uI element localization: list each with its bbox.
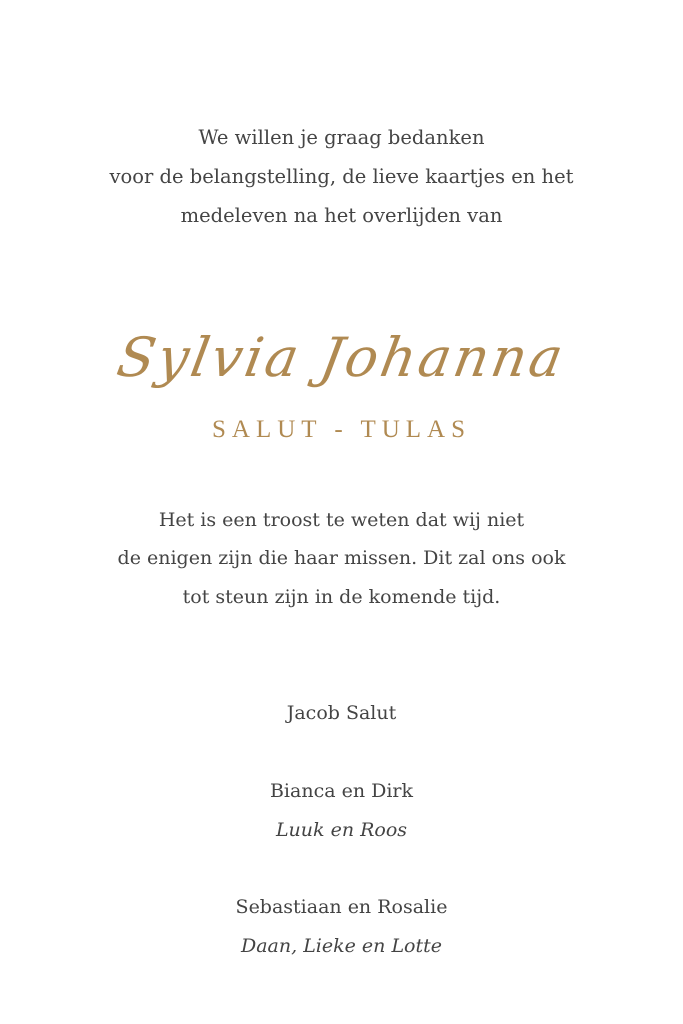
intro-line-3: medeleven na het overlijden van: [180, 204, 503, 227]
message-line-1: Het is een troost te weten dat wij niet: [158, 509, 525, 531]
intro-line-2: voor de belangstelling, de lieve kaartjes en het: [109, 165, 574, 188]
deceased-first-names: Sylvia Johanna: [112, 326, 571, 389]
intro-line-1: We willen je graag bedanken: [198, 126, 485, 149]
family-member-name: Bianca en Dirk: [269, 780, 414, 802]
deceased-surname: SALUT - TULAS: [211, 416, 472, 443]
family-member-children: Luuk en Roos: [275, 819, 408, 841]
message-line-3: tot steun zijn in de komende tijd.: [182, 586, 501, 608]
family-member-children: Daan, Lieke en Lotte: [240, 935, 443, 957]
family-member-name: Sebastiaan en Rosalie: [235, 896, 448, 918]
message-line-2: de enigen zijn die haar missen. Dit zal ons ook: [117, 547, 566, 569]
family-member-name: Jacob Salut: [286, 702, 397, 724]
